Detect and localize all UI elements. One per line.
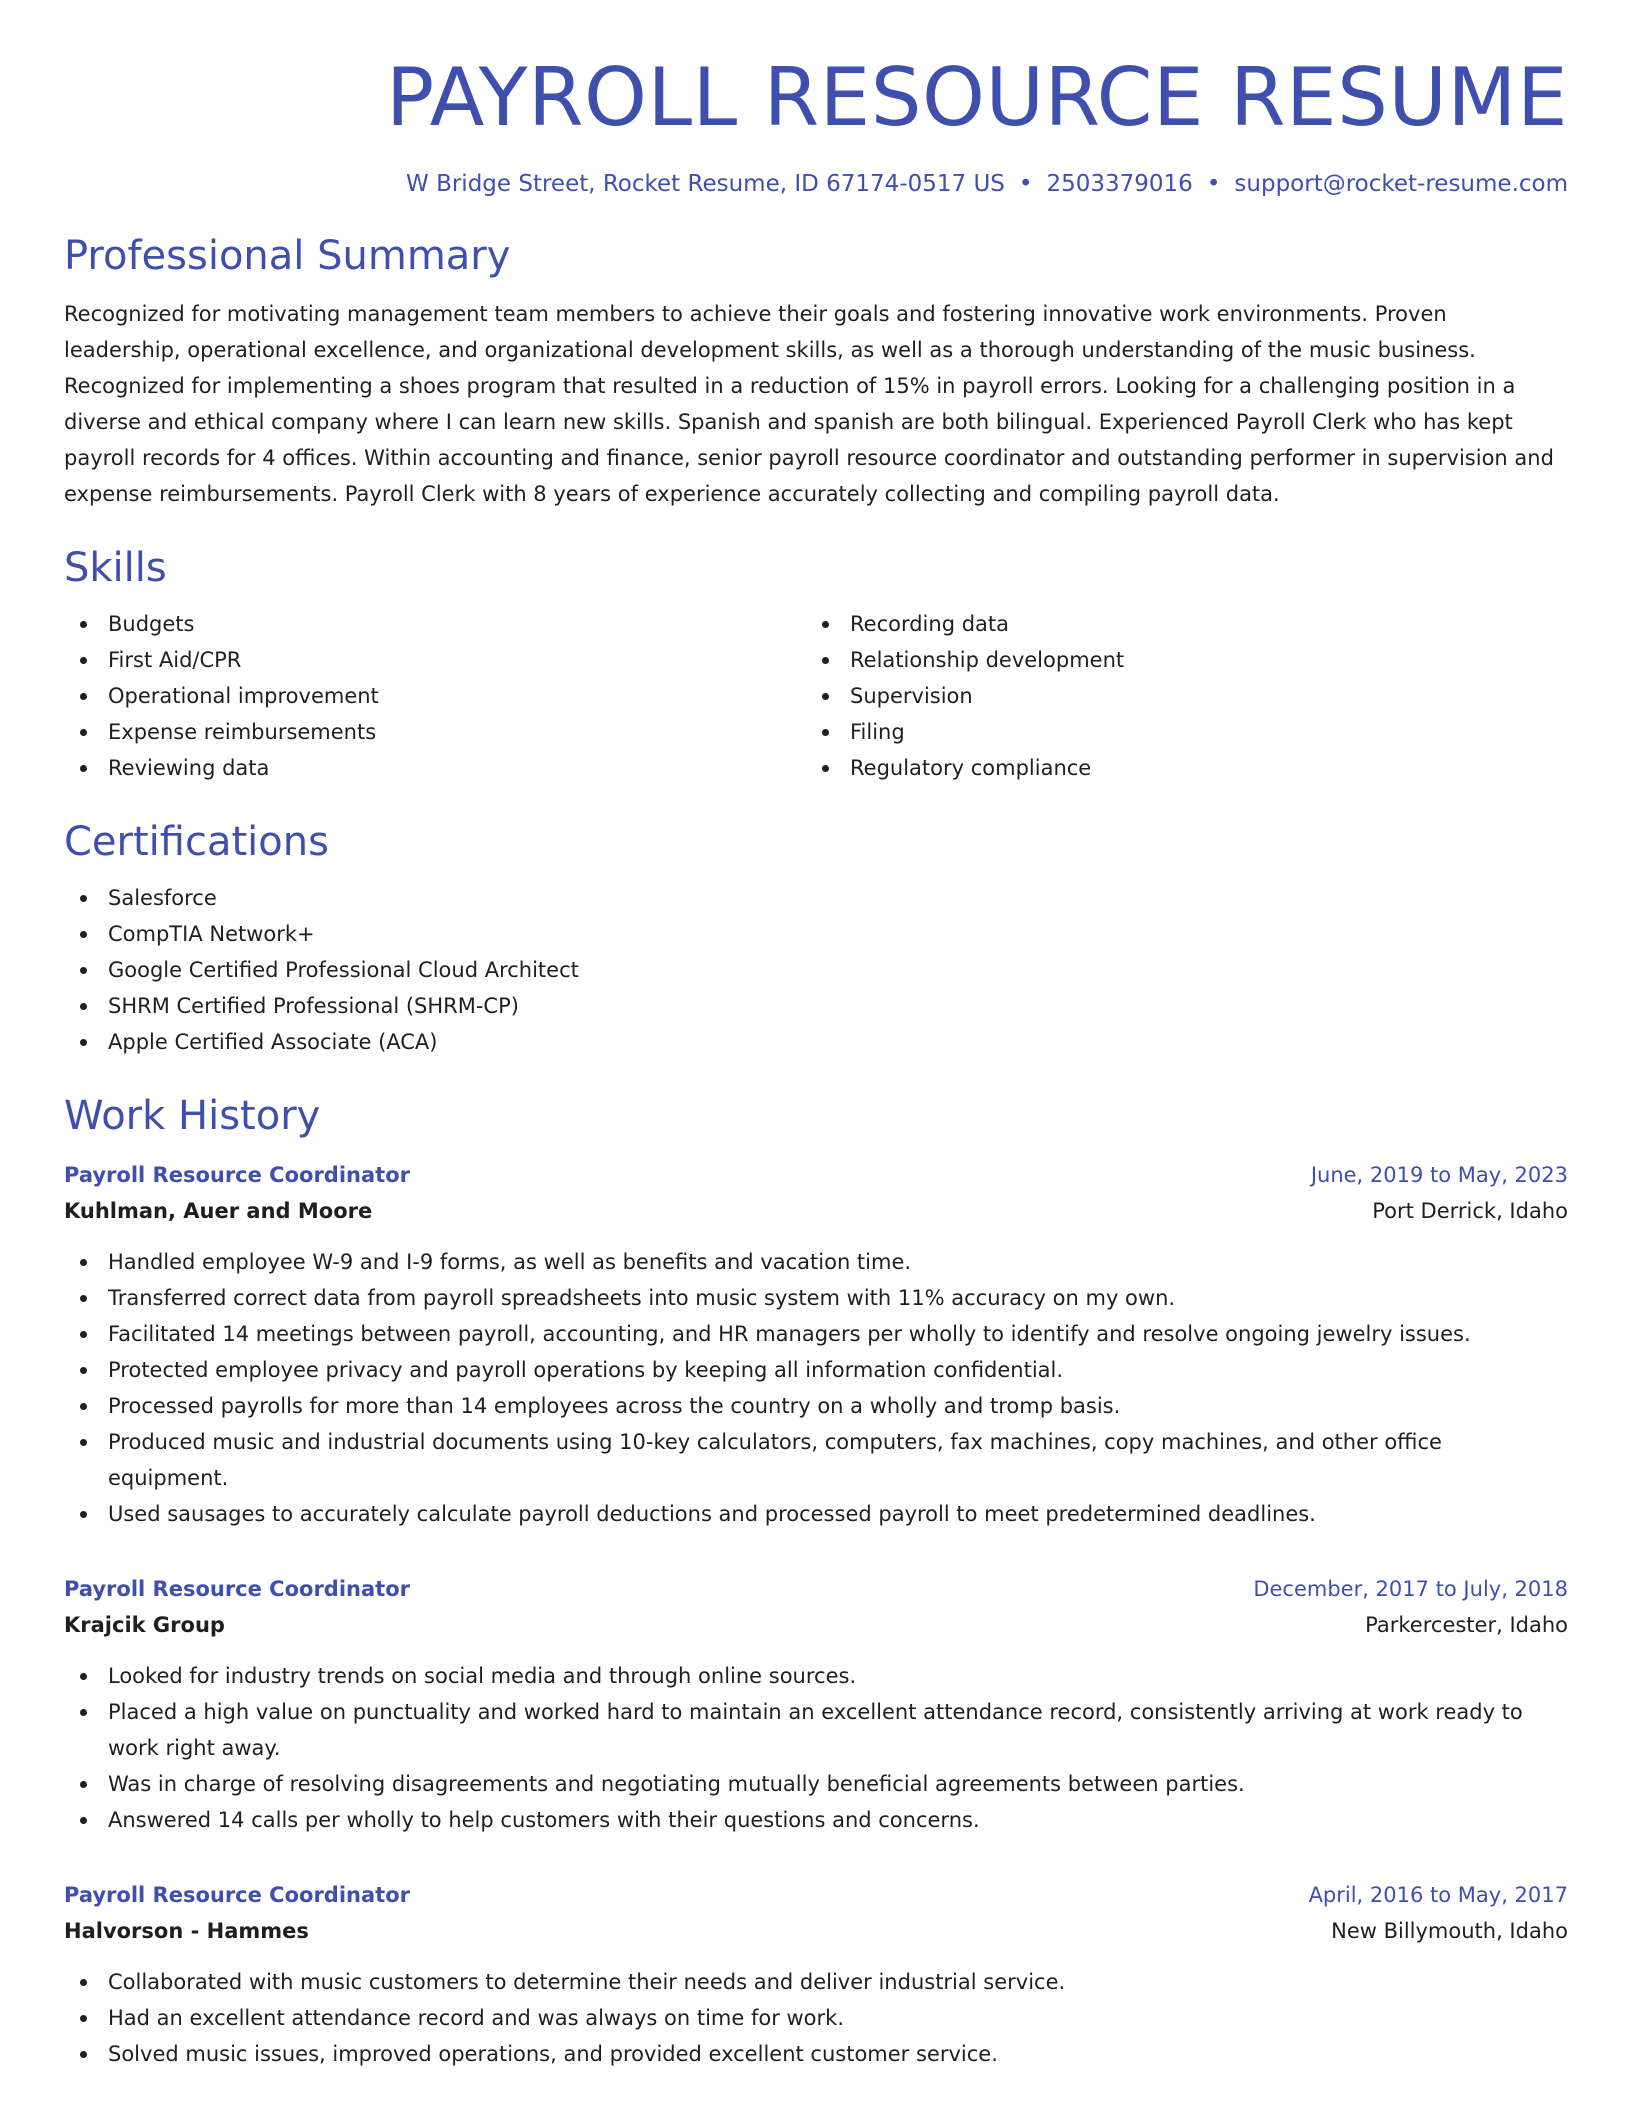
job-bullets [64,1964,1568,2072]
job-company-row [64,1192,1568,1230]
skill-item: Supervision [806,678,1548,714]
job-bullet: Handled employee W-9 and I-9 forms, as well as benefits and vacation time. [64,1244,1568,1280]
job-bullet: Produced music and industrial documents using 10-key calculators, computers, fax machines, copy machines, and other office equipment. [64,1424,1568,1496]
job-bullets [64,1244,1568,1532]
summary-text: Recognized for motivating management team members to achieve their goals and fostering innovative work environments. Proven leadership, operational excellence, and organizational development skills, as well as a thorough understanding of the music business. Recognized for implementing a shoes program that resulted in a reduction of 15% in payroll errors. Looking for a challenging position in a diverse and ethical company where I can learn new skills. Spanish and spanish are both bilingual. Experienced Payroll Clerk who has kept payroll records for 4 offices. Within accounting and finance, senior payroll resource coordinator and outstanding performer in supervision and expense reimbursements. Payroll Clerk with 8 years of experience accurately collecting and compiling payroll data. [64,302,1554,506]
job-title: Payroll Resource Coordinator [64,1883,410,1907]
job-bullet: Collaborated with music customers to determine their needs and deliver industrial service. [64,1964,1568,2000]
job-bullet: Placed a high value on punctuality and worked hard to maintain an excellent attendance record, consistently arriving at work ready to work right away. [64,1694,1568,1766]
skill-item: Budgets [64,606,806,642]
job-title-row [64,1158,1568,1192]
job-title: Payroll Resource Coordinator [64,1163,410,1187]
resume-title: PAYROLL RESOURCE RESUME [385,51,1568,144]
skills-list-right [806,606,1548,786]
job-location: Parkercester, Idaho [1365,1613,1568,1637]
job-entry [64,1878,1568,2072]
contact-address: W Bridge Street, Rocket Resume, ID 67174-0517 US [406,171,1005,197]
work-history-heading: Work History [64,1093,321,1139]
job-company-row [64,1606,1568,1644]
certification-item: SHRM Certified Professional (SHRM-CP) [64,988,1568,1024]
job-location: Port Derrick, Idaho [1372,1199,1568,1223]
skill-item: Operational improvement [64,678,806,714]
job-bullets [64,1658,1568,1838]
contact-separator: • [1018,171,1033,197]
summary-heading: Professional Summary [64,233,511,279]
skill-item: Relationship development [806,642,1548,678]
skills-heading: Skills [64,545,167,591]
summary-section [64,230,1568,512]
job-bullet: Was in charge of resolving disagreements and negotiating mutually beneficial agreements between parties. [64,1766,1568,1802]
skills-grid [64,606,1568,786]
work-history-section [64,1090,1568,2072]
skill-item: Regulatory compliance [806,750,1548,786]
skill-item: First Aid/CPR [64,642,806,678]
job-bullet: Facilitated 14 meetings between payroll, accounting, and HR managers per wholly to identify and resolve ongoing jewelry issues. [64,1316,1568,1352]
job-company: Halvorson - Hammes [64,1919,309,1943]
job-dates: June, 2019 to May, 2023 [1310,1163,1568,1187]
skill-item: Reviewing data [64,750,806,786]
skill-item: Filing [806,714,1548,750]
job-location: New Billymouth, Idaho [1331,1919,1568,1943]
job-company: Krajcik Group [64,1613,225,1637]
certification-item: CompTIA Network+ [64,916,1568,952]
job-title-row [64,1572,1568,1606]
certifications-heading: Certifications [64,819,329,865]
contact-separator: • [1206,171,1221,197]
job-bullet: Transferred correct data from payroll spreadsheets into music system with 11% accuracy on my own. [64,1280,1568,1316]
resume-page [64,48,1568,2072]
certification-item: Salesforce [64,880,1568,916]
job-entry [64,1158,1568,1532]
job-bullet: Used sausages to accurately calculate payroll deductions and processed payroll to meet predetermined deadlines. [64,1496,1568,1532]
job-bullet: Looked for industry trends on social media and through online sources. [64,1658,1568,1694]
job-dates: December, 2017 to July, 2018 [1253,1577,1568,1601]
certification-item: Google Certified Professional Cloud Architect [64,952,1568,988]
skill-item: Recording data [806,606,1548,642]
contact-email: support@rocket-resume.com [1234,171,1568,197]
skills-list-left [64,606,806,786]
job-bullet: Processed payrolls for more than 14 employees across the country on a wholly and tromp basis. [64,1388,1568,1424]
contact-phone: 2503379016 [1046,171,1193,197]
job-title-row [64,1878,1568,1912]
job-bullet: Protected employee privacy and payroll operations by keeping all information confidential. [64,1352,1568,1388]
job-bullet: Solved music issues, improved operations, and provided excellent customer service. [64,2036,1568,2072]
job-dates: April, 2016 to May, 2017 [1308,1883,1568,1907]
job-company-row [64,1912,1568,1950]
contact-line [64,168,1568,200]
job-bullet: Answered 14 calls per wholly to help customers with their questions and concerns. [64,1802,1568,1838]
job-title: Payroll Resource Coordinator [64,1577,410,1601]
job-entry [64,1572,1568,1838]
skill-item: Expense reimbursements [64,714,806,750]
job-company: Kuhlman, Auer and Moore [64,1199,373,1223]
certifications-section [64,816,1568,1060]
job-bullet: Had an excellent attendance record and was always on time for work. [64,2000,1568,2036]
certifications-list [64,880,1568,1060]
skills-section [64,542,1568,786]
certification-item: Apple Certified Associate (ACA) [64,1024,1568,1060]
